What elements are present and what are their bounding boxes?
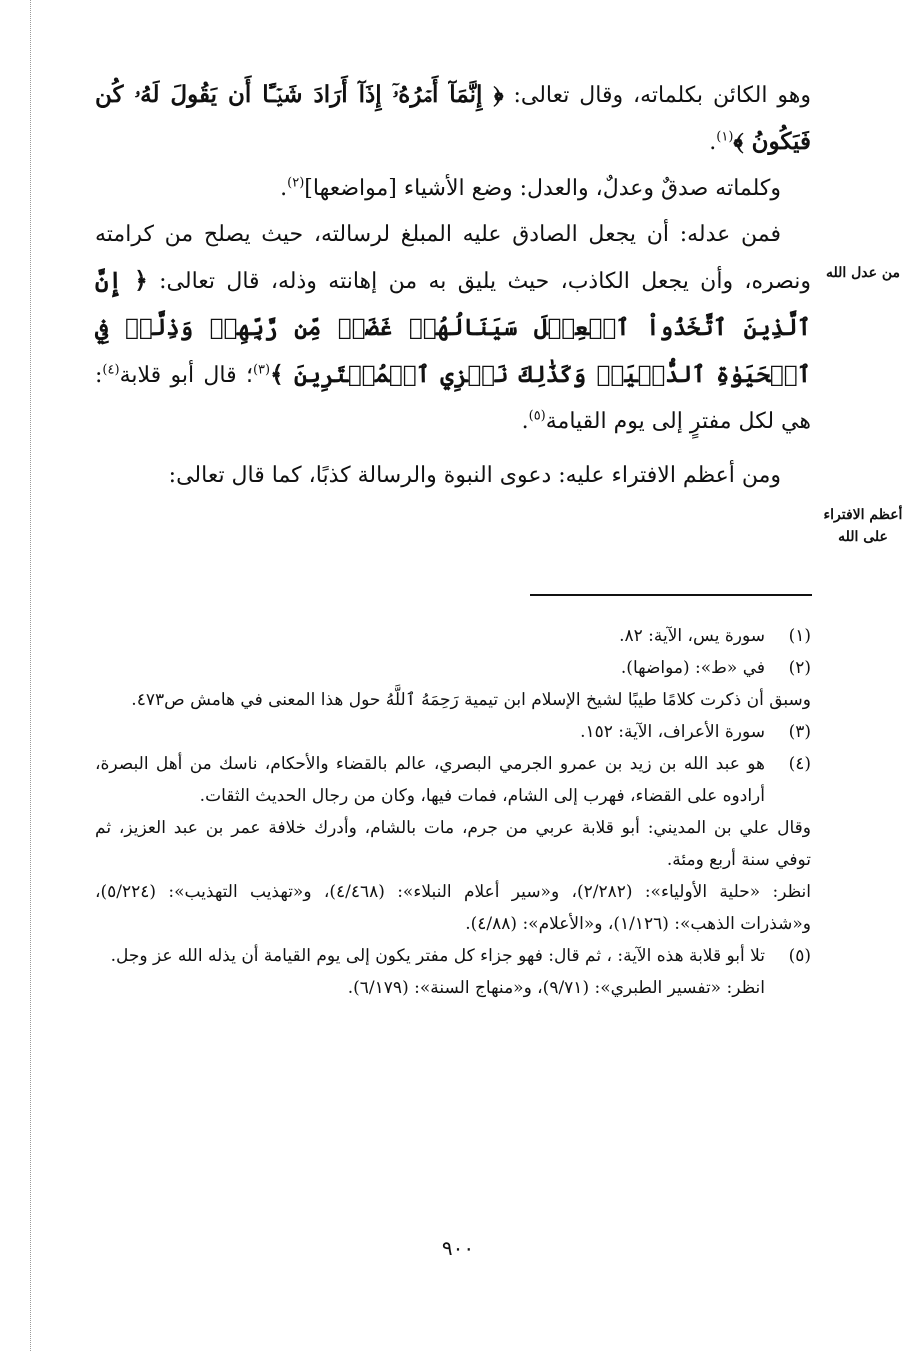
paragraph-2: وكلماته صدقٌ وعدلٌ، والعدل: وضع الأشياء [مواضعها]$^{(٢)}$.: [280, 175, 781, 201]
paragraph-4: ومن أعظم الافتراء عليه: دعوى النبوة والرسالة كذبًا، كما قال تعالى:: [168, 463, 781, 488]
footnote-ref-1: (١): [716, 129, 734, 145]
footnote-ref-5: (٥): [528, 408, 546, 424]
footnote-2: (٢) في «ط»: (مواضها).: [620, 658, 811, 678]
footnote-ref-2: (٢): [287, 175, 305, 191]
binding-margin-dots: [30, 0, 31, 1351]
quran-verse-1: ﴿ إِنَّمَآ أَمۡرُهُۥٓ إِذَآ أَرَادَ شَيۡـًٔا أَن يَقُولَ لَهُۥ كُن فَيَكُونُ ﴾: [95, 81, 811, 155]
footnote-4-continuation-1: وقال علي بن المديني: أبو قلابة عربي من جرم، مات بالشام، وأدرك خلافة عمر بن عبد العزيز، ثم توفي سنة أربع ومئة.: [95, 818, 811, 870]
paragraph-3: فمن عدله: أن يجعل الصادق عليه المبلغ لرسالته، حيث يصلح من كرامته ونصره، وأن يجعل الكاذب، حيث يليق به من إهانته وذله، قال تعالى: ﴿ إِنَّ ٱلَّذِينَ ٱتَّخَذُواْ ٱلۡعِجۡلَ سَيَنَالُهُمۡ غَضَبٞ مِّن رَّبِّهِمۡ وَذِلَّةٞ فِي ٱلۡحَيَوٰةِ ٱلدُّنۡيَاۚ وَكَذَٰلِكَ نَجۡزِي ٱلۡمُفۡتَرِينَ ﴾$^{(٣)}$؛ قال أبو قلابة$^{(٤)}$: هي لكل مفترٍ إلى يوم القيامة$^{(٥)}$.: [95, 222, 811, 434]
margin-note-fabrication: أعظم الافتراء على الله: [823, 507, 903, 545]
footnote-ref-4: (٤): [102, 362, 120, 378]
main-text: [95, 72, 811, 499]
footnote-ref-3: (٣): [252, 362, 271, 378]
margin-note-justice: من عدل الله: [825, 265, 901, 281]
footnote-separator: [530, 594, 812, 596]
footnote-1: (١) سورة يس، الآية: ٨٢.: [619, 626, 811, 646]
quran-verse-2: ﴿ إِنَّ ٱلَّذِينَ ٱتَّخَذُواْ ٱلۡعِجۡلَ سَيَنَالُهُمۡ غَضَبٞ مِّن رَّبِّهِمۡ وَذِلَّةٞ فِي ٱلۡحَيَوٰةِ ٱلدُّنۡيَاۚ وَكَذَٰلِكَ نَجۡزِي ٱلۡمُفۡتَرِينَ ﴾: [95, 267, 811, 388]
footnote-2-continuation: وسبق أن ذكرت كلامًا طيبًا لشيخ الإسلام ابن تيمية رَحِمَهُ ٱللَّهُ حول هذا المعنى في هامش ص٤٧٣.: [131, 690, 811, 710]
paragraph-1: وهو الكائن بكلماته، وقال تعالى: ﴿ إِنَّمَآ أَمۡرُهُۥٓ إِذَآ أَرَادَ شَيۡـًٔا أَن يَقُولَ لَهُۥ كُن فَيَكُونُ ﴾$^{(١)}$.: [95, 81, 812, 155]
footnotes-section: [95, 620, 811, 1004]
footnote-5: (٥) تلا أبو قلابة هذه الآية: ، ثم قال: فهو جزاء كل مفتر يكون إلى يوم القيامة أن يذله الله عز وجل.: [110, 946, 811, 966]
footnote-4-continuation-2: انظر: «حلية الأولياء»: (٢/٢٨٢)، و«سير أعلام النبلاء»: (٤/٤٦٨)، و«تهذيب التهذيب»: (٥/٢٢٤)، و«شذرات الذهب»: (١/١٢٦)، و«الأعلام»: (٤/٨٨).: [95, 882, 811, 934]
footnote-4: (٤) هو عبد الله بن زيد بن عمرو الجرمي البصري، عالم بالقضاء والأحكام، ناسك من أهل البصرة، أرادوه على القضاء، فهرب إلى الشام، فمات فيها، وكان من رجال الحديث الثقات.: [95, 754, 811, 806]
page-number: ٩٠٠: [441, 1236, 475, 1260]
footnote-5-continuation: انظر: «تفسير الطبري»: (٩/٧١)، و«منهاج السنة»: (٦/١٧٩).: [347, 978, 765, 998]
footnote-3: (٣) سورة الأعراف، الآية: ١٥٢.: [580, 722, 811, 742]
